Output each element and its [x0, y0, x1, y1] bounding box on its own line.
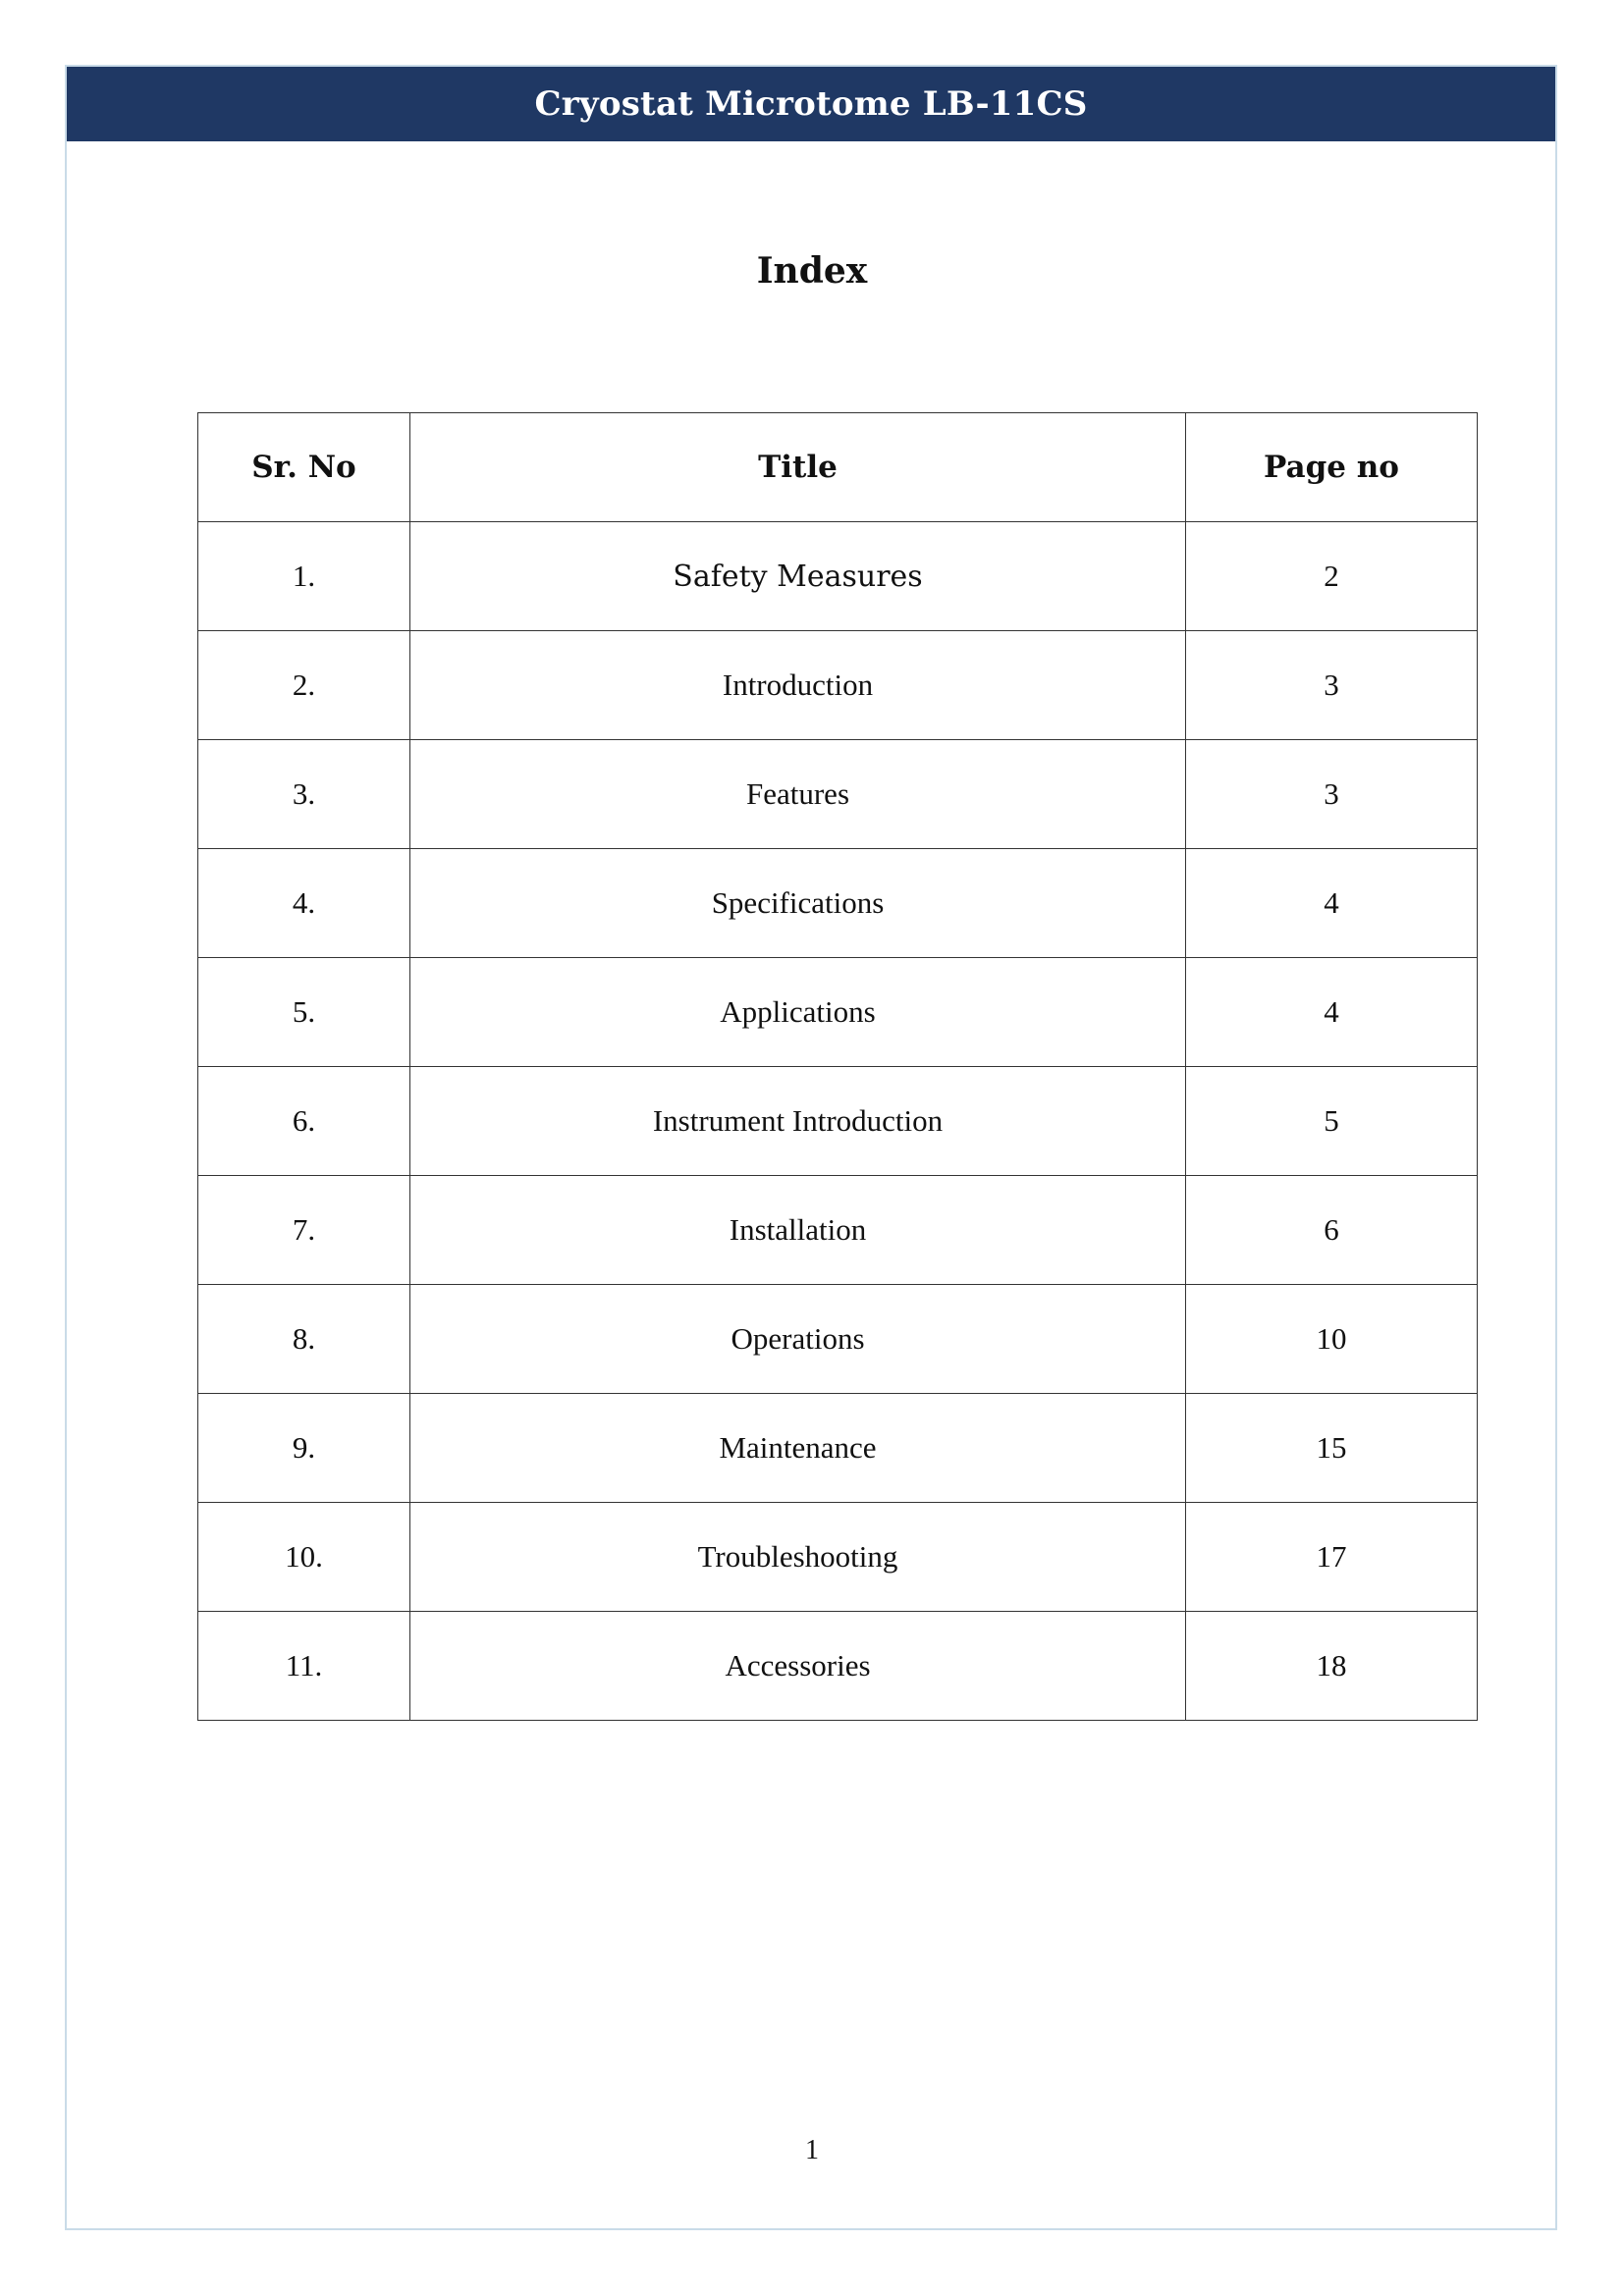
table-row	[198, 631, 1478, 740]
document-header-bar	[67, 67, 1555, 141]
row-page-no: 17	[1186, 1503, 1478, 1612]
row-sr-no: 1.	[198, 522, 410, 631]
row-title: Troubleshooting	[410, 1503, 1186, 1612]
column-header-sr-no: Sr. No	[198, 413, 410, 522]
row-sr-no: 11.	[198, 1612, 410, 1721]
page-title: Index	[756, 250, 868, 292]
table-row	[198, 1285, 1478, 1394]
row-title: Instrument Introduction	[410, 1067, 1186, 1176]
index-table	[197, 412, 1478, 1721]
row-title: Applications	[410, 958, 1186, 1067]
column-header-page-no: Page no	[1186, 413, 1478, 522]
table-row	[198, 849, 1478, 958]
table-row	[198, 1176, 1478, 1285]
page-number: 1	[805, 2135, 819, 2165]
row-title: Accessories	[410, 1612, 1186, 1721]
table-row	[198, 1503, 1478, 1612]
row-title: Specifications	[410, 849, 1186, 958]
table-row	[198, 1394, 1478, 1503]
row-sr-no: 2.	[198, 631, 410, 740]
table-row	[198, 1067, 1478, 1176]
row-page-no: 4	[1186, 958, 1478, 1067]
row-page-no: 15	[1186, 1394, 1478, 1503]
row-sr-no: 6.	[198, 1067, 410, 1176]
row-page-no: 6	[1186, 1176, 1478, 1285]
row-sr-no: 3.	[198, 740, 410, 849]
row-title: Installation	[410, 1176, 1186, 1285]
row-sr-no: 8.	[198, 1285, 410, 1394]
table-header-row	[198, 413, 1478, 522]
column-header-title: Title	[410, 413, 1186, 522]
row-page-no: 2	[1186, 522, 1478, 631]
row-title: Maintenance	[410, 1394, 1186, 1503]
row-sr-no: 5.	[198, 958, 410, 1067]
row-page-no: 3	[1186, 631, 1478, 740]
row-sr-no: 9.	[198, 1394, 410, 1503]
table-row	[198, 740, 1478, 849]
document-title: Cryostat Microtome LB-11CS	[534, 84, 1088, 124]
row-page-no: 5	[1186, 1067, 1478, 1176]
row-page-no: 10	[1186, 1285, 1478, 1394]
row-title: Operations	[410, 1285, 1186, 1394]
row-sr-no: 7.	[198, 1176, 410, 1285]
row-page-no: 18	[1186, 1612, 1478, 1721]
row-page-no: 3	[1186, 740, 1478, 849]
row-sr-no: 10.	[198, 1503, 410, 1612]
table-row	[198, 522, 1478, 631]
row-title: Safety Measures	[410, 522, 1186, 631]
table-row	[198, 1612, 1478, 1721]
row-title: Introduction	[410, 631, 1186, 740]
table-row	[198, 958, 1478, 1067]
row-sr-no: 4.	[198, 849, 410, 958]
row-title: Features	[410, 740, 1186, 849]
row-page-no: 4	[1186, 849, 1478, 958]
